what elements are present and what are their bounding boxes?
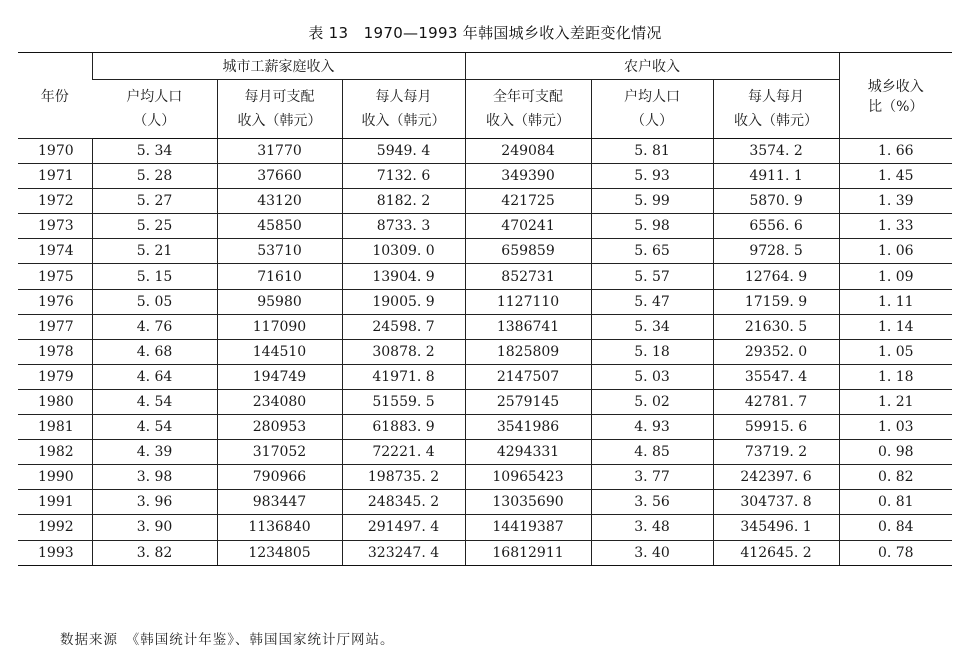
rural-annual-disposable-cell: 1825809 xyxy=(465,339,591,364)
urban-household-size-cell: 5. 27 xyxy=(92,189,217,214)
rural-annual-disposable-cell: 421725 xyxy=(465,189,591,214)
year-cell: 1980 xyxy=(18,389,92,414)
rural-annual-disposable-cell: 10965423 xyxy=(465,465,591,490)
rural-per-capita-monthly-cell: 304737. 8 xyxy=(713,490,839,515)
urban-monthly-disposable-cell: 71610 xyxy=(217,264,342,289)
table-row xyxy=(18,214,952,239)
table-row xyxy=(18,440,952,465)
urban-per-capita-monthly-cell: 8733. 3 xyxy=(342,214,465,239)
urban-household-size-cell: 3. 98 xyxy=(92,465,217,490)
table-title: 表 13 1970—1993 年韩国城乡收入差距变化情况 xyxy=(308,24,662,42)
urban-household-size-cell: 4. 54 xyxy=(92,415,217,440)
urban-household-size-cell: 5. 05 xyxy=(92,289,217,314)
urban-per-capita-monthly-cell: 30878. 2 xyxy=(342,339,465,364)
year-cell: 1993 xyxy=(18,540,92,565)
ratio-cell: 1. 06 xyxy=(839,239,952,264)
urban-monthly-disposable-cell: 43120 xyxy=(217,189,342,214)
table-row xyxy=(18,540,952,565)
urban-household-size-cell: 5. 25 xyxy=(92,214,217,239)
rural-annual-disposable-cell: 1386741 xyxy=(465,314,591,339)
urban-monthly-disposable-cell: 280953 xyxy=(217,415,342,440)
table-row xyxy=(18,239,952,264)
rural-household-size-cell: 5. 18 xyxy=(591,339,713,364)
table-body xyxy=(18,139,952,566)
rural-household-size-cell: 5. 34 xyxy=(591,314,713,339)
urban-household-size-cell: 5. 15 xyxy=(92,264,217,289)
table-row xyxy=(18,389,952,414)
rural-annual-disposable-cell: 349390 xyxy=(465,164,591,189)
rural-household-size-cell: 3. 40 xyxy=(591,540,713,565)
table-row xyxy=(18,289,952,314)
ratio-cell: 1. 18 xyxy=(839,364,952,389)
urban-monthly-disposable-cell: 1136840 xyxy=(217,515,342,540)
header-line: 每人每月 xyxy=(375,89,432,105)
income-table xyxy=(18,52,952,566)
year-cell: 1992 xyxy=(18,515,92,540)
source-note: 数据来源 《韩国统计年鉴》、韩国国家统计厅网站。 xyxy=(60,632,395,648)
ratio-cell: 1. 03 xyxy=(839,415,952,440)
urban-per-capita-monthly-cell: 7132. 6 xyxy=(342,164,465,189)
urban-per-capita-monthly-cell: 13904. 9 xyxy=(342,264,465,289)
urban-household-size-cell: 4. 76 xyxy=(92,314,217,339)
urban-household-size-cell: 4. 39 xyxy=(92,440,217,465)
ratio-cell: 0. 82 xyxy=(839,465,952,490)
rural-household-size-cell: 4. 85 xyxy=(591,440,713,465)
rural-per-capita-monthly-cell: 29352. 0 xyxy=(713,339,839,364)
urban-per-capita-monthly-cell: 51559. 5 xyxy=(342,389,465,414)
rural-annual-disposable-cell: 470241 xyxy=(465,214,591,239)
urban-monthly-disposable-cell: 144510 xyxy=(217,339,342,364)
ratio-cell: 1. 11 xyxy=(839,289,952,314)
rural-annual-disposable-cell: 4294331 xyxy=(465,440,591,465)
rural-per-capita-monthly-cell: 3574. 2 xyxy=(713,139,839,164)
rural-household-size-cell: 5. 47 xyxy=(591,289,713,314)
ratio-cell: 0. 78 xyxy=(839,540,952,565)
year-cell: 1979 xyxy=(18,364,92,389)
urban-household-size-cell: 4. 54 xyxy=(92,389,217,414)
rural-per-capita-monthly-cell: 17159. 9 xyxy=(713,289,839,314)
rural-annual-disposable-cell: 2147507 xyxy=(465,364,591,389)
rural-annual-disposable-cell: 2579145 xyxy=(465,389,591,414)
urban-household-size-cell: 3. 96 xyxy=(92,490,217,515)
urban-household-size-cell: 3. 90 xyxy=(92,515,217,540)
rural-per-capita-monthly-cell: 4911. 1 xyxy=(713,164,839,189)
year-cell: 1991 xyxy=(18,490,92,515)
rural-annual-disposable-header xyxy=(465,80,591,139)
ratio-cell: 0. 84 xyxy=(839,515,952,540)
urban-per-capita-monthly-cell: 323247. 4 xyxy=(342,540,465,565)
urban-household-size-cell: 5. 34 xyxy=(92,139,217,164)
ratio-cell: 1. 66 xyxy=(839,139,952,164)
rural-annual-disposable-cell: 1127110 xyxy=(465,289,591,314)
urban-monthly-disposable-cell: 31770 xyxy=(217,139,342,164)
year-header: 年份 xyxy=(18,53,92,139)
rural-household-size-cell: 4. 93 xyxy=(591,415,713,440)
rural-per-capita-monthly-cell: 9728. 5 xyxy=(713,239,839,264)
header-line: 收入（韩元） xyxy=(237,113,322,129)
urban-household-size-cell: 5. 21 xyxy=(92,239,217,264)
year-cell: 1976 xyxy=(18,289,92,314)
table-row xyxy=(18,339,952,364)
ratio-cell: 0. 81 xyxy=(839,490,952,515)
rural-per-capita-monthly-cell: 59915. 6 xyxy=(713,415,839,440)
rural-household-size-cell: 5. 03 xyxy=(591,364,713,389)
ratio-cell: 1. 45 xyxy=(839,164,952,189)
rural-household-size-cell: 3. 56 xyxy=(591,490,713,515)
urban-per-capita-monthly-cell: 10309. 0 xyxy=(342,239,465,264)
year-cell: 1982 xyxy=(18,440,92,465)
ratio-header-line2: 比（%） xyxy=(868,98,924,115)
year-cell: 1981 xyxy=(18,415,92,440)
rural-per-capita-monthly-cell: 35547. 4 xyxy=(713,364,839,389)
urban-household-size-cell: 4. 68 xyxy=(92,339,217,364)
rural-annual-disposable-cell: 13035690 xyxy=(465,490,591,515)
urban-monthly-disposable-cell: 983447 xyxy=(217,490,342,515)
rural-per-capita-monthly-cell: 242397. 6 xyxy=(713,465,839,490)
rural-per-capita-monthly-cell: 21630. 5 xyxy=(713,314,839,339)
urban-per-capita-monthly-cell: 41971. 8 xyxy=(342,364,465,389)
urban-per-capita-monthly-cell: 248345. 2 xyxy=(342,490,465,515)
year-cell: 1973 xyxy=(18,214,92,239)
table-row xyxy=(18,164,952,189)
rural-household-size-cell: 5. 98 xyxy=(591,214,713,239)
urban-per-capita-monthly-cell: 198735. 2 xyxy=(342,465,465,490)
rural-household-size-cell: 5. 81 xyxy=(591,139,713,164)
header-line: 收入（韩元） xyxy=(486,113,571,129)
year-cell: 1972 xyxy=(18,189,92,214)
urban-per-capita-monthly-cell: 61883. 9 xyxy=(342,415,465,440)
rural-annual-disposable-cell: 659859 xyxy=(465,239,591,264)
urban-per-capita-monthly-cell: 24598. 7 xyxy=(342,314,465,339)
year-cell: 1975 xyxy=(18,264,92,289)
ratio-cell: 0. 98 xyxy=(839,440,952,465)
urban-monthly-disposable-cell: 317052 xyxy=(217,440,342,465)
urban-monthly-disposable-cell: 234080 xyxy=(217,389,342,414)
table-row xyxy=(18,465,952,490)
ratio-cell: 1. 09 xyxy=(839,264,952,289)
ratio-cell: 1. 39 xyxy=(839,189,952,214)
rural-per-capita-monthly-cell: 73719. 2 xyxy=(713,440,839,465)
table-row xyxy=(18,189,952,214)
urban-monthly-disposable-cell: 53710 xyxy=(217,239,342,264)
rural-per-capita-monthly-cell: 5870. 9 xyxy=(713,189,839,214)
ratio-cell: 1. 33 xyxy=(839,214,952,239)
urban-income-group-header: 城市工薪家庭收入 xyxy=(92,53,465,80)
urban-per-capita-monthly-cell: 8182. 2 xyxy=(342,189,465,214)
header-line: （人） xyxy=(631,113,674,129)
rural-annual-disposable-cell: 14419387 xyxy=(465,515,591,540)
rural-household-size-cell: 3. 77 xyxy=(591,465,713,490)
table-row xyxy=(18,490,952,515)
table-row xyxy=(18,314,952,339)
header-line: 全年可支配 xyxy=(493,89,564,105)
urban-monthly-disposable-cell: 194749 xyxy=(217,364,342,389)
rural-per-capita-monthly-cell: 42781. 7 xyxy=(713,389,839,414)
rural-annual-disposable-cell: 16812911 xyxy=(465,540,591,565)
urban-monthly-disposable-cell: 1234805 xyxy=(217,540,342,565)
rural-annual-disposable-cell: 852731 xyxy=(465,264,591,289)
rural-income-group-header: 农户收入 xyxy=(465,53,839,80)
urban-per-capita-monthly-cell: 72221. 4 xyxy=(342,440,465,465)
ratio-header-line1: 城乡收入 xyxy=(867,78,924,95)
table-row xyxy=(18,415,952,440)
urban-household-size-cell: 5. 28 xyxy=(92,164,217,189)
rural-household-size-cell: 5. 02 xyxy=(591,389,713,414)
urban-per-capita-monthly-cell: 5949. 4 xyxy=(342,139,465,164)
rural-per-capita-monthly-cell: 412645. 2 xyxy=(713,540,839,565)
urban-monthly-disposable-cell: 790966 xyxy=(217,465,342,490)
rural-household-size-cell: 5. 65 xyxy=(591,239,713,264)
year-cell: 1971 xyxy=(18,164,92,189)
rural-per-capita-monthly-cell: 12764. 9 xyxy=(713,264,839,289)
ratio-cell: 1. 21 xyxy=(839,389,952,414)
table-row xyxy=(18,515,952,540)
urban-per-capita-monthly-cell: 19005. 9 xyxy=(342,289,465,314)
rural-household-size-cell: 5. 93 xyxy=(591,164,713,189)
rural-annual-disposable-cell: 3541986 xyxy=(465,415,591,440)
urban-per-capita-monthly-header xyxy=(342,80,465,139)
urban-monthly-disposable-cell: 117090 xyxy=(217,314,342,339)
table-row xyxy=(18,364,952,389)
rural-annual-disposable-cell: 249084 xyxy=(465,139,591,164)
header-line: （人） xyxy=(133,113,176,129)
ratio-cell: 1. 14 xyxy=(839,314,952,339)
year-cell: 1974 xyxy=(18,239,92,264)
rural-per-capita-monthly-cell: 6556. 6 xyxy=(713,214,839,239)
urban-rural-ratio-header xyxy=(839,53,952,139)
rural-per-capita-monthly-header xyxy=(713,80,839,139)
rural-household-size-cell: 5. 57 xyxy=(591,264,713,289)
urban-per-capita-monthly-cell: 291497. 4 xyxy=(342,515,465,540)
header-line: 每月可支配 xyxy=(244,89,315,105)
urban-household-size-cell: 3. 82 xyxy=(92,540,217,565)
rural-household-size-cell: 3. 48 xyxy=(591,515,713,540)
rural-household-size-cell: 5. 99 xyxy=(591,189,713,214)
table-row xyxy=(18,264,952,289)
year-cell: 1978 xyxy=(18,339,92,364)
urban-household-size-header xyxy=(92,80,217,139)
year-cell: 1977 xyxy=(18,314,92,339)
rural-per-capita-monthly-cell: 345496. 1 xyxy=(713,515,839,540)
urban-monthly-disposable-header xyxy=(217,80,342,139)
urban-household-size-cell: 4. 64 xyxy=(92,364,217,389)
rural-household-size-header xyxy=(591,80,713,139)
header-line: 户均人口 xyxy=(624,89,681,105)
urban-monthly-disposable-cell: 95980 xyxy=(217,289,342,314)
year-cell: 1970 xyxy=(18,139,92,164)
ratio-cell: 1. 05 xyxy=(839,339,952,364)
header-line: 户均人口 xyxy=(126,89,183,105)
header-line: 每人每月 xyxy=(748,89,805,105)
year-cell: 1990 xyxy=(18,465,92,490)
urban-monthly-disposable-cell: 37660 xyxy=(217,164,342,189)
header-line: 收入（韩元） xyxy=(734,113,819,129)
table-row xyxy=(18,139,952,164)
header-line: 收入（韩元） xyxy=(361,113,446,129)
urban-monthly-disposable-cell: 45850 xyxy=(217,214,342,239)
